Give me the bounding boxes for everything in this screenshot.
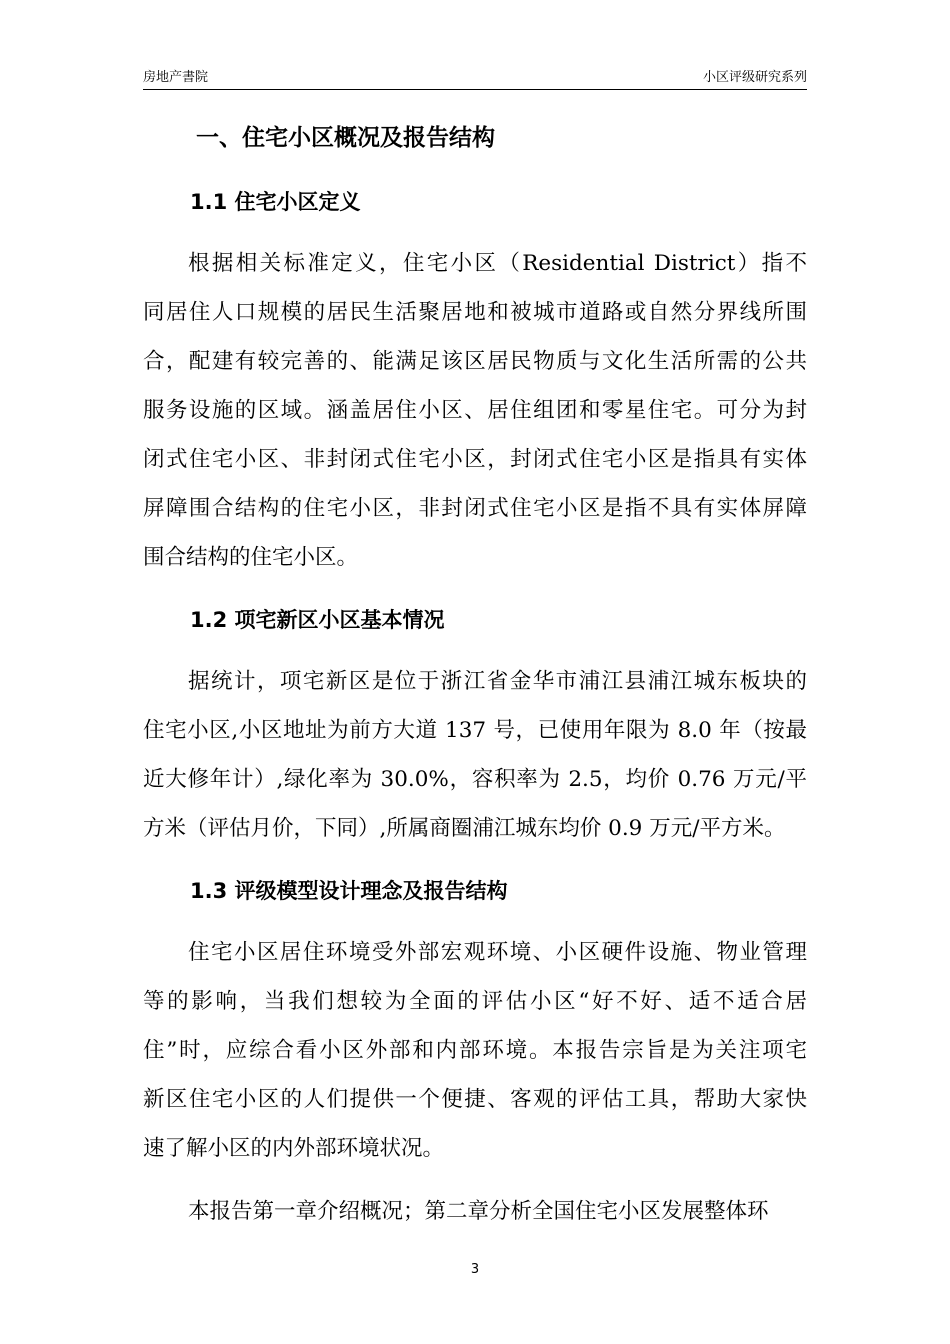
header-divider	[143, 89, 807, 90]
section-title: 1.1 住宅小区定义	[190, 190, 361, 214]
header-series-title: 小区评级研究系列	[702, 70, 807, 85]
body-paragraph	[143, 1187, 807, 1236]
paragraph-line: 住宅小区居住环境受外部宏观环境、小区硬件设施、物业管理	[188, 940, 807, 965]
page-number: 3	[470, 1262, 480, 1277]
paragraph-line: 闭式住宅小区、非封闭式住宅小区，封闭式住宅小区是指具有实体	[143, 447, 807, 472]
paragraph-line: 近大修年计）,绿化率为 30.0%，容积率为 2.5，均价 0.76 万元/平	[143, 767, 807, 792]
section-title: 1.2 项宅新区小区基本情况	[190, 608, 445, 632]
paragraph-line: 速了解小区的内外部环境状况。	[143, 1136, 445, 1161]
paragraph-line: 合，配建有较完善的、能满足该区居民物质与文化生活所需的公共	[143, 349, 807, 374]
paragraph-line: 新区住宅小区的人们提供一个便捷、客观的评估工具，帮助大家快	[143, 1087, 807, 1112]
body-paragraph	[143, 239, 807, 582]
paragraph-line: 服务设施的区域。涵盖居住小区、居住组团和零星住宅。可分为封	[143, 398, 807, 423]
section-title: 1.3 评级模型设计理念及报告结构	[190, 879, 508, 903]
paragraph-line: 根据相关标准定义，住宅小区（Residential District）指不	[188, 251, 807, 276]
body-paragraph	[143, 928, 807, 1173]
document-body	[143, 112, 807, 1236]
paragraph-line: 本报告第一章介绍概况；第二章分析全国住宅小区发展整体环	[188, 1199, 769, 1224]
paragraph-line: 住宅小区,小区地址为前方大道 137 号，已使用年限为 8.0 年（按最	[143, 718, 807, 743]
paragraph-line: 围合结构的住宅小区。	[143, 545, 359, 570]
paragraph-line: 屏障围合结构的住宅小区，非封闭式住宅小区是指不具有实体屏障	[143, 496, 807, 521]
paragraph-line: 据统计，项宅新区是位于浙江省金华市浦江县浦江城东板块的	[188, 669, 807, 694]
paragraph-line: 方米（评估月价，下同）,所属商圈浦江城东均价 0.9 万元/平方米。	[143, 816, 786, 841]
paragraph-line: 等的影响，当我们想较为全面的评估小区“好不好、适不适合居	[143, 989, 807, 1014]
chapter-title: 一、住宅小区概况及报告结构	[196, 125, 495, 151]
header-publisher: 房地产書院	[143, 70, 209, 85]
page-header	[143, 68, 807, 88]
body-paragraph	[143, 657, 807, 853]
paragraph-line: 同居住人口规模的居民生活聚居地和被城市道路或自然分界线所围	[143, 300, 807, 325]
paragraph-line: 住”时，应综合看小区外部和内部环境。本报告宗旨是为关注项宅	[143, 1038, 807, 1063]
sections	[143, 176, 807, 1236]
